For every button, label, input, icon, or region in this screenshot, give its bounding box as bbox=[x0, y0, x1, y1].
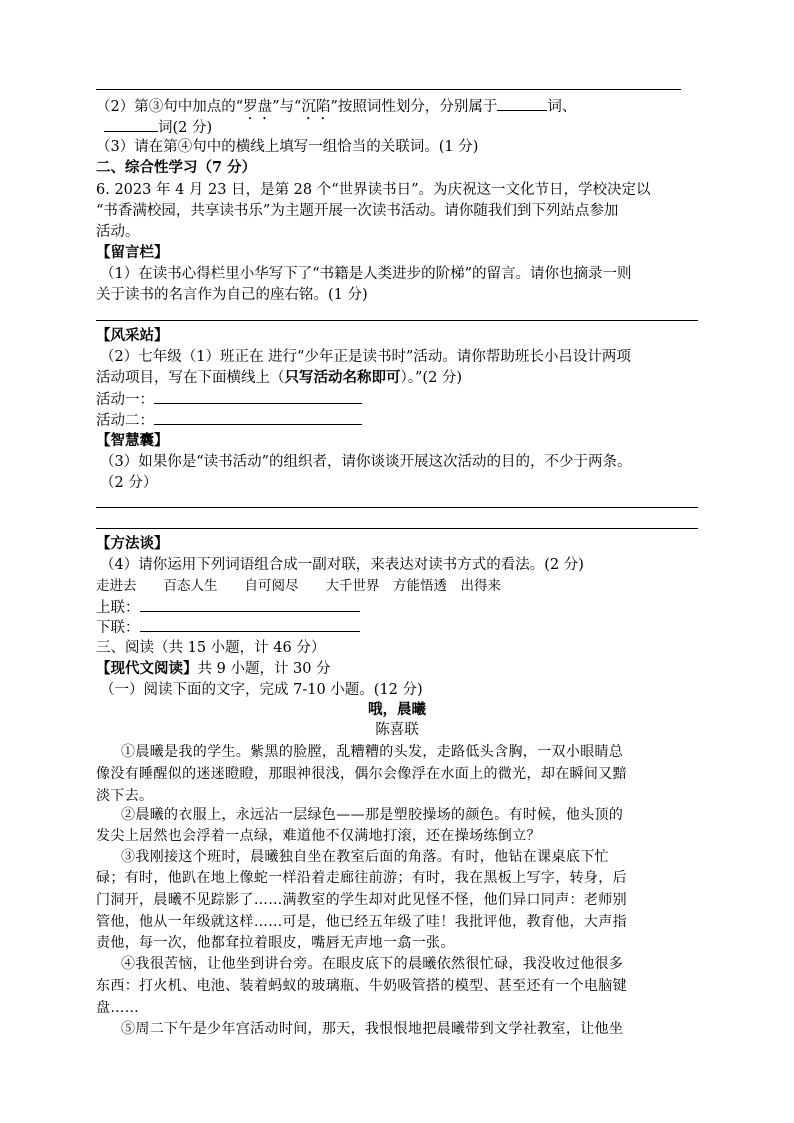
fengcai-heading: 【风采站】 bbox=[96, 327, 169, 344]
word-chenxian: 沉陷 bbox=[301, 99, 331, 115]
article-line: 发尖上居然也会浮着一点绿，难道他不仅满地打滚，还在操场练倒立？ bbox=[96, 828, 541, 844]
fengcai-line2 bbox=[96, 368, 462, 388]
modern-reading-text: 共 9 小题，计 30 分 bbox=[197, 661, 331, 677]
q2-text: 词、 bbox=[547, 99, 577, 115]
article-line: 责他，每一次，他都耷拉着眼皮，嘴唇无声地一翕一张。 bbox=[96, 935, 455, 951]
q2-text: ”与“ bbox=[272, 99, 302, 115]
activity-1-blank[interactable] bbox=[154, 389, 362, 404]
modern-reading-bold: 【现代文阅读】 bbox=[96, 660, 198, 677]
zhihui-line1: （3）如果你是“读书活动”的组织者，请你谈谈开展这次活动的目的，不少于两条。 bbox=[100, 454, 632, 470]
activity-2-blank[interactable] bbox=[154, 410, 362, 425]
q2-text: 词(2 分) bbox=[158, 120, 213, 136]
section-3-heading: 三、阅读（共 15 小题，计 46 分） bbox=[96, 640, 326, 656]
article-title: 哦，晨曦 bbox=[368, 701, 426, 718]
activity-1-label: 活动一： bbox=[96, 392, 154, 408]
xialian-row bbox=[96, 617, 360, 638]
article-line: 淡下去。 bbox=[96, 788, 154, 804]
q2-text: ”按照词性划分，分别属于 bbox=[330, 99, 498, 115]
part-1-instruction: （一）阅读下面的文字，完成 7-10 小题。(12 分) bbox=[100, 682, 423, 698]
question-6-line3: 活动。 bbox=[96, 224, 140, 240]
word-luopan: 罗盘 bbox=[243, 99, 273, 115]
fengcai-text: 活动项目，写在下面横线上（ bbox=[96, 370, 285, 386]
article-line: ⑤周二下午是少年宫活动时间，那天，我恨恨地把晨曦带到文学社教室，让他坐 bbox=[121, 1021, 624, 1037]
liuyan-line1: （1）在读书心得栏里小华写下了“书籍是人类进步的阶梯”的留言。请你也摘录一则 bbox=[100, 266, 632, 282]
article-line: 像没有睡醒似的迷迷瞪瞪，那眼神很浅，偶尔会像浮在水面上的微光，却在瞬间又黯 bbox=[96, 766, 627, 782]
xialian-label: 下联： bbox=[96, 620, 140, 636]
article-line: ④我很苦恼，让他坐到讲台旁。在眼皮底下的晨曦依然很忙碌，我没收过他很多 bbox=[121, 956, 624, 972]
activity-2-label: 活动二： bbox=[96, 413, 154, 429]
xialian-blank[interactable] bbox=[140, 617, 360, 632]
answer-line[interactable] bbox=[96, 528, 698, 529]
zhihui-line2: （2 分） bbox=[100, 475, 158, 491]
article-line: 东西：打火机、电池、装着蚂蚁的玻璃瓶、牛奶吸管搭的模型、甚至还有一个电脑键 bbox=[96, 978, 627, 994]
question-6-line1: 6. 2023 年 4 月 23 日，是第 28 个“世界读书日”。为庆祝这一文化节日，学校决定以 bbox=[96, 182, 651, 198]
article-author: 陈喜联 bbox=[375, 722, 419, 738]
article-line: 碌；有时，他趴在地上像蛇一样沿着走廊往前游；有时，我在黑板上写字，转身，后 bbox=[96, 870, 627, 886]
answer-line[interactable] bbox=[96, 507, 698, 508]
section-2-heading: 二、综合性学习（7 分） bbox=[96, 159, 257, 176]
answer-blank[interactable] bbox=[497, 96, 547, 111]
question-3: （3）请在第④句中的横线上填写一组恰当的关联词。(1 分) bbox=[96, 139, 479, 155]
zhihui-heading: 【智慧囊】 bbox=[96, 432, 169, 449]
activity-1-row bbox=[96, 389, 362, 410]
answer-line[interactable] bbox=[96, 320, 698, 321]
shanglian-blank[interactable] bbox=[140, 597, 360, 612]
liuyan-line2: 关于读书的名言作为自己的座右铭。(1 分) bbox=[96, 287, 368, 303]
fangfa-line1: （4）请你运用下列词语组合成一副对联，来表达对读书方式的看法。(2 分) bbox=[100, 557, 584, 573]
article-line: 管他，他从一年级就这样……可是，他已经五年级了哇！我批评他，教育他，大声指 bbox=[96, 914, 627, 930]
shanglian-row bbox=[96, 597, 360, 618]
question-6-line2: “书香满校园，共享读书乐”为主题开展一次读书活动。请你随我们到下列站点参加 bbox=[96, 203, 619, 219]
article-line: ③我刚接这个班时，晨曦独自坐在教室后面的角落。有时，他钻在课桌底下忙 bbox=[121, 849, 609, 865]
answer-blank[interactable] bbox=[104, 117, 158, 132]
modern-reading-heading bbox=[96, 659, 331, 679]
activity-2-row bbox=[96, 410, 362, 431]
question-2-line2 bbox=[104, 117, 212, 138]
article-line: ②晨曦的衣服上，永远沾一层绿色——那是塑胶操场的颜色。有时候，他头顶的 bbox=[121, 807, 624, 823]
fangfa-heading: 【方法谈】 bbox=[96, 535, 169, 552]
top-answer-line bbox=[96, 89, 681, 90]
shanglian-label: 上联： bbox=[96, 600, 140, 616]
article-line: 门洞开，晨曦不见踪影了……满教室的学生却对此见怪不怪，他们异口同声：老师别 bbox=[96, 892, 627, 908]
fengcai-line1: （2）七年级（1）班正在 进行“少年正是读书时”活动。请你帮助班长小吕设计两项 bbox=[100, 349, 631, 365]
q2-text: （2）第③句中加点的“ bbox=[96, 99, 244, 115]
liuyan-heading: 【留言栏】 bbox=[96, 244, 169, 261]
article-line: 盘…… bbox=[96, 1000, 140, 1016]
article-line: ①晨曦是我的学生。紫黑的脸膛，乱糟糟的头发，走路低头含胸，一双小眼睛总 bbox=[121, 744, 624, 760]
fengcai-text: ）。”(2 分) bbox=[400, 370, 463, 386]
couplet-words: 走进去 百态人生 自可阅尽 大千世界 方能悟透 出得来 bbox=[96, 578, 501, 594]
fengcai-bold-text: 只写活动名称即可 bbox=[284, 369, 401, 386]
